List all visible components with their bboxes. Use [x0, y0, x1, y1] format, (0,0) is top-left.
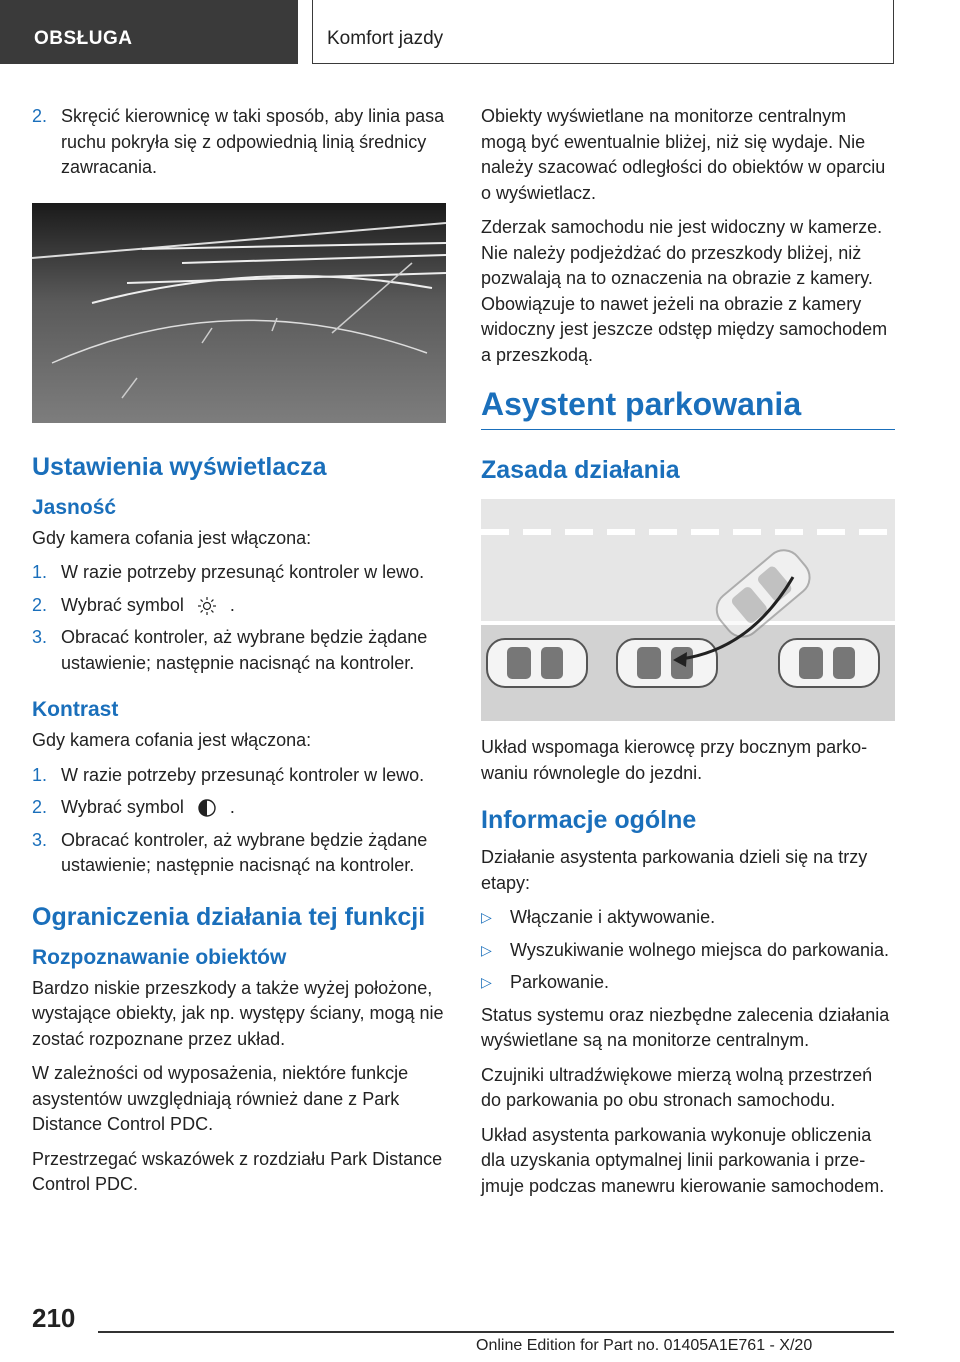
list-item	[481, 938, 895, 964]
heading-limitations: Ograniczenia działania tej funkcji	[32, 902, 426, 931]
header-chapter-label: Komfort jazdy	[327, 28, 444, 49]
paragraph: Działanie asystenta parkowania dzieli się na trzy etapy:	[481, 847, 868, 893]
list-item	[32, 104, 446, 181]
list-item	[32, 795, 446, 821]
triangle-bullet-icon: ▷	[481, 909, 492, 925]
list-item	[32, 625, 446, 676]
list-text: Włączanie i aktywowanie.	[510, 907, 716, 927]
rear-camera-image	[32, 203, 446, 423]
list-text: W razie potrzeby przesunąć kontroler w lewo.	[61, 562, 425, 582]
right-column	[481, 104, 895, 1208]
list-text: W razie potrzeby przesunąć kontroler w lewo.	[61, 764, 425, 785]
triangle-bullet-icon: ▷	[481, 974, 492, 990]
paragraph: Układ asystenta parkowania wykonuje obliczenia dla uzyskania optymalnej linii parkowania i przejmuje podczas manewru kierowanie samochodem.	[481, 1124, 885, 1196]
list-text: Obracać kontroler, aż wybrane będzie żądane ustawienie; następnie nacisnąć na kontroler.	[61, 627, 428, 673]
paragraph: W zależności od wyposażenia, niektóre funkcje asystentów uwzględniają również dane z Park Distance Control PDC.	[32, 1063, 409, 1134]
paragraph: Status systemu oraz niezbędne zalecenia działania wyświetlane są na monitorze centralnym.	[481, 1004, 890, 1050]
contrast-icon	[197, 798, 217, 818]
list-text: .	[229, 594, 235, 615]
paragraph: Obiekty wyświetlane na monitorze centralnym mogą być ewentualnie bliżej, niż się wydaje. Nie należy szacować odległości do obiektów w oparciu o wyświetlacz.	[481, 106, 886, 203]
header-section-label: OBSŁUGA	[34, 28, 133, 49]
list-item	[481, 970, 895, 996]
list-number: 2.	[32, 106, 48, 126]
footer-edition: Online Edition for Part no. 01405A1E761 - X/20	[476, 1337, 813, 1354]
list-item	[32, 828, 446, 879]
paragraph: Układ wspomaga kierowcę przy bocznym parkowaniu równolegle do jezdni.	[481, 737, 868, 783]
list-item	[32, 593, 446, 619]
list-text: .	[229, 797, 235, 817]
list-text: Wybrać symbol	[61, 594, 184, 615]
heading-object-recognition: Rozpoznawanie obiektów	[32, 945, 287, 969]
sun-icon	[197, 596, 217, 616]
list-text: Obracać kontroler, aż wybrane będzie żądane ustawienie; następnie nacisnąć na kontroler.	[61, 829, 428, 875]
heading-principle: Zasada działania	[481, 456, 680, 484]
triangle-bullet-icon: ▷	[481, 941, 492, 958]
paragraph: Przestrzegać wskazówek z rozdziału Park Distance Control PDC.	[32, 1148, 443, 1194]
list-text: Wybrać symbol	[61, 797, 184, 817]
header-chapter-tab	[312, 0, 894, 64]
paragraph: Gdy kamera cofania jest włączona:	[32, 730, 312, 750]
list-number: 3.	[32, 829, 48, 850]
list-number: 2.	[32, 594, 48, 615]
list-text: Wyszukiwanie wolnego miejsca do parkowania.	[510, 939, 890, 960]
list-text: Skręcić kierownicę w taki sposób, aby linia pasa ruchu pokryła się z odpowiednią linią średnicy zawracania.	[61, 106, 445, 177]
paragraph: Gdy kamera cofania jest włączona:	[32, 527, 312, 548]
list-number: 1.	[32, 764, 48, 785]
heading-display-settings: Ustawienia wyświetlacza	[32, 452, 327, 481]
heading-general-info: Informacje ogólne	[481, 806, 697, 834]
list-item	[481, 905, 895, 931]
list-item	[32, 560, 446, 586]
paragraph: Bardzo niskie przeszkody a także wyżej położone, wystające obiekty, jak np. występy ściany, mogą nie zostać rozpoznane przez układ.	[32, 977, 444, 1049]
page-number: 210	[32, 1303, 76, 1333]
list-item	[32, 763, 446, 789]
heading-parking-assistant: Asystent parkowania	[481, 386, 895, 430]
header-section-tab	[0, 0, 298, 64]
list-number: 1.	[32, 562, 48, 582]
list-text: Parkowanie.	[510, 972, 610, 992]
list-number: 3.	[32, 627, 48, 647]
footer-divider	[98, 1331, 894, 1333]
heading-contrast: Kontrast	[32, 698, 119, 721]
left-column	[32, 104, 446, 1207]
paragraph: Czujniki ultradźwiękowe mierzą wolną przestrzeń do parkowania po obu stronach samochodu.	[481, 1064, 873, 1110]
parking-diagram-image	[481, 499, 895, 721]
paragraph: Zderzak samochodu nie jest widoczny w kamerze. Nie należy podjeżdżać do przeszkody bliżej, niż pozwalają na to oznaczenia na obrazie z kamery. Obowiązuje to nawet jeżeli na obrazie z kamery widoczny jest jeszcze odstęp między samochodem a przeszkodą.	[481, 217, 888, 365]
heading-brightness: Jasność	[32, 495, 117, 519]
list-number: 2.	[32, 797, 48, 817]
